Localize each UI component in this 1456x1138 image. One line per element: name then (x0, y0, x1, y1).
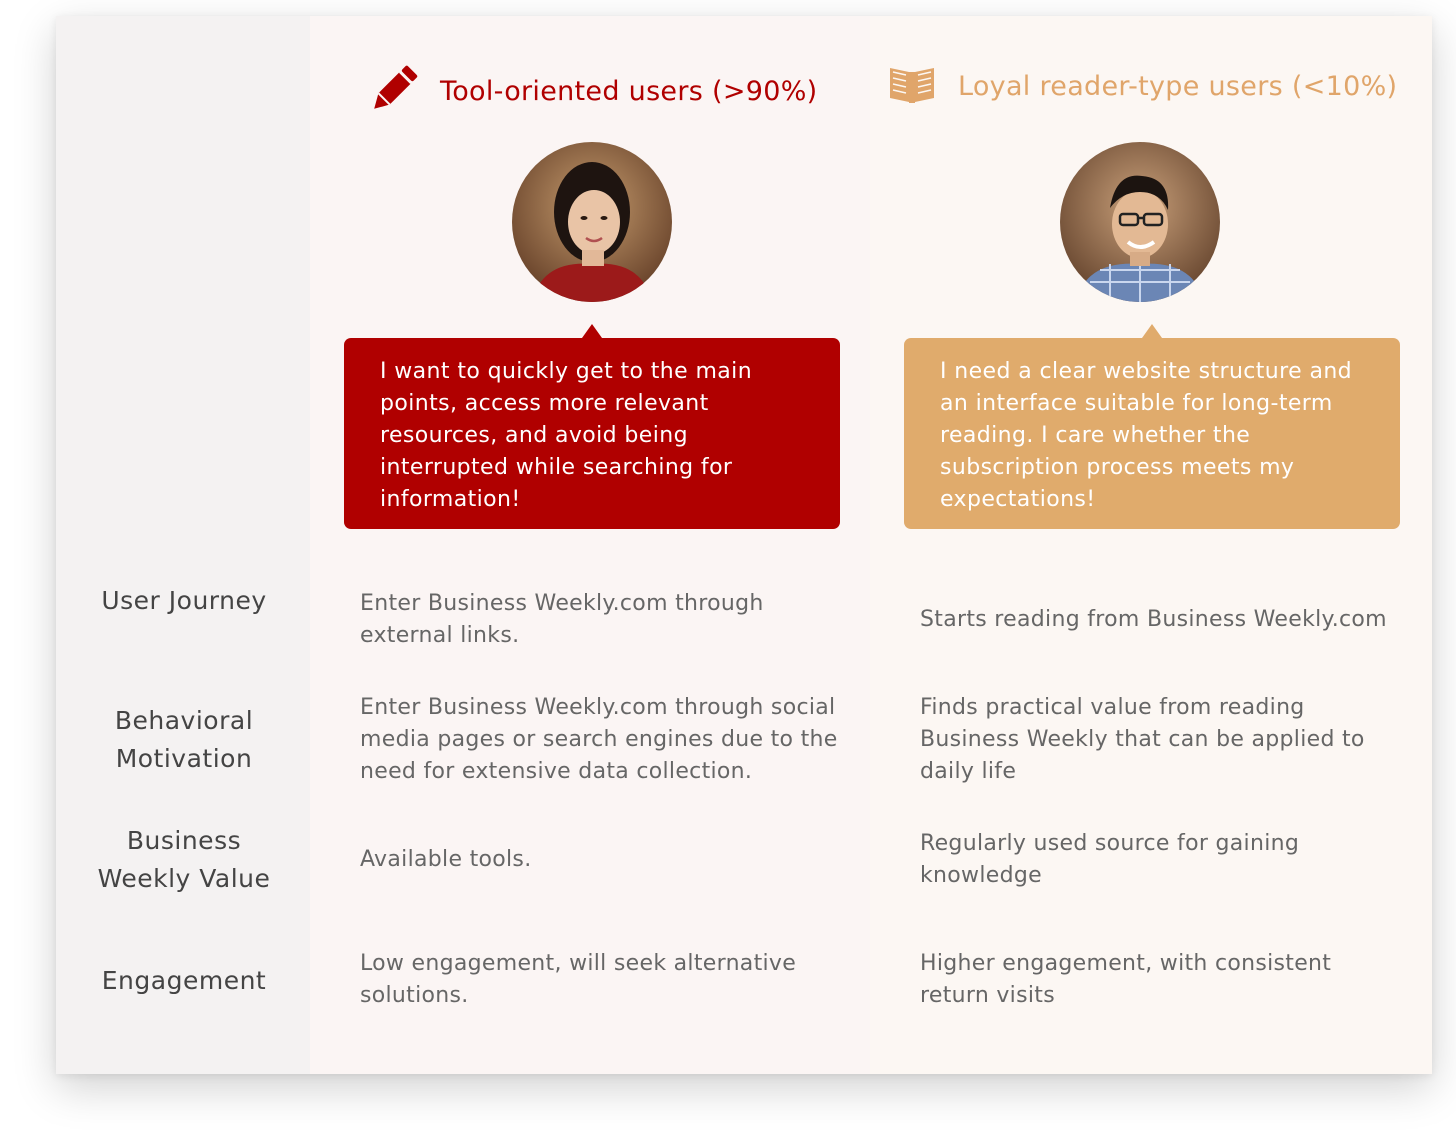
male-user-avatar (1060, 142, 1220, 302)
tool-oriented-header (368, 64, 818, 118)
tool-oriented-quote-bubble: I want to quickly get to the main points, access more relevant resources, and avoid being interrupted while searching for information! (344, 338, 840, 529)
loyal-business-weekly-value-cell: Regularly used source for gaining knowledge (920, 831, 1300, 888)
loyal-user-journey-cell: Starts reading from Business Weekly.com (920, 607, 1387, 632)
female-user-avatar (512, 142, 672, 302)
tool-engagement-cell: Low engagement, will seek alternative solutions. (360, 951, 797, 1008)
tool-business-weekly-value-cell: Available tools. (360, 847, 532, 872)
row-label-behavioral-motivation: Behavioral Motivation (114, 706, 254, 773)
loyal-reader-quote-bubble: I need a clear website structure and an interface suitable for long-term reading. I care whether the subscription process meets my expectations! (904, 338, 1400, 529)
tool-behavioral-motivation-cell: Enter Business Weekly.com through social media pages or search engines due to the need for extensive data collection. (360, 695, 838, 784)
row-label-user-journey: User Journey (101, 586, 267, 615)
pencil-icon (368, 64, 420, 118)
tool-oriented-title: Tool-oriented users (>90%) (440, 75, 818, 107)
row-label-column (56, 16, 310, 1074)
loyal-behavioral-motivation-cell: Finds practical value from reading Business Weekly that can be applied to daily life (920, 695, 1365, 784)
row-label-engagement: Engagement (101, 966, 267, 995)
persona-comparison-card (56, 16, 1432, 1074)
loyal-engagement-cell: Higher engagement, with consistent return visits (920, 951, 1332, 1008)
loyal-reader-title: Loyal reader-type users (<10%) (958, 70, 1398, 102)
tool-user-journey-cell: Enter Business Weekly.com through external links. (360, 591, 764, 648)
open-book-icon (886, 62, 938, 110)
loyal-reader-header (886, 62, 1397, 110)
row-label-business-weekly-value: Business Weekly Value (97, 826, 271, 893)
